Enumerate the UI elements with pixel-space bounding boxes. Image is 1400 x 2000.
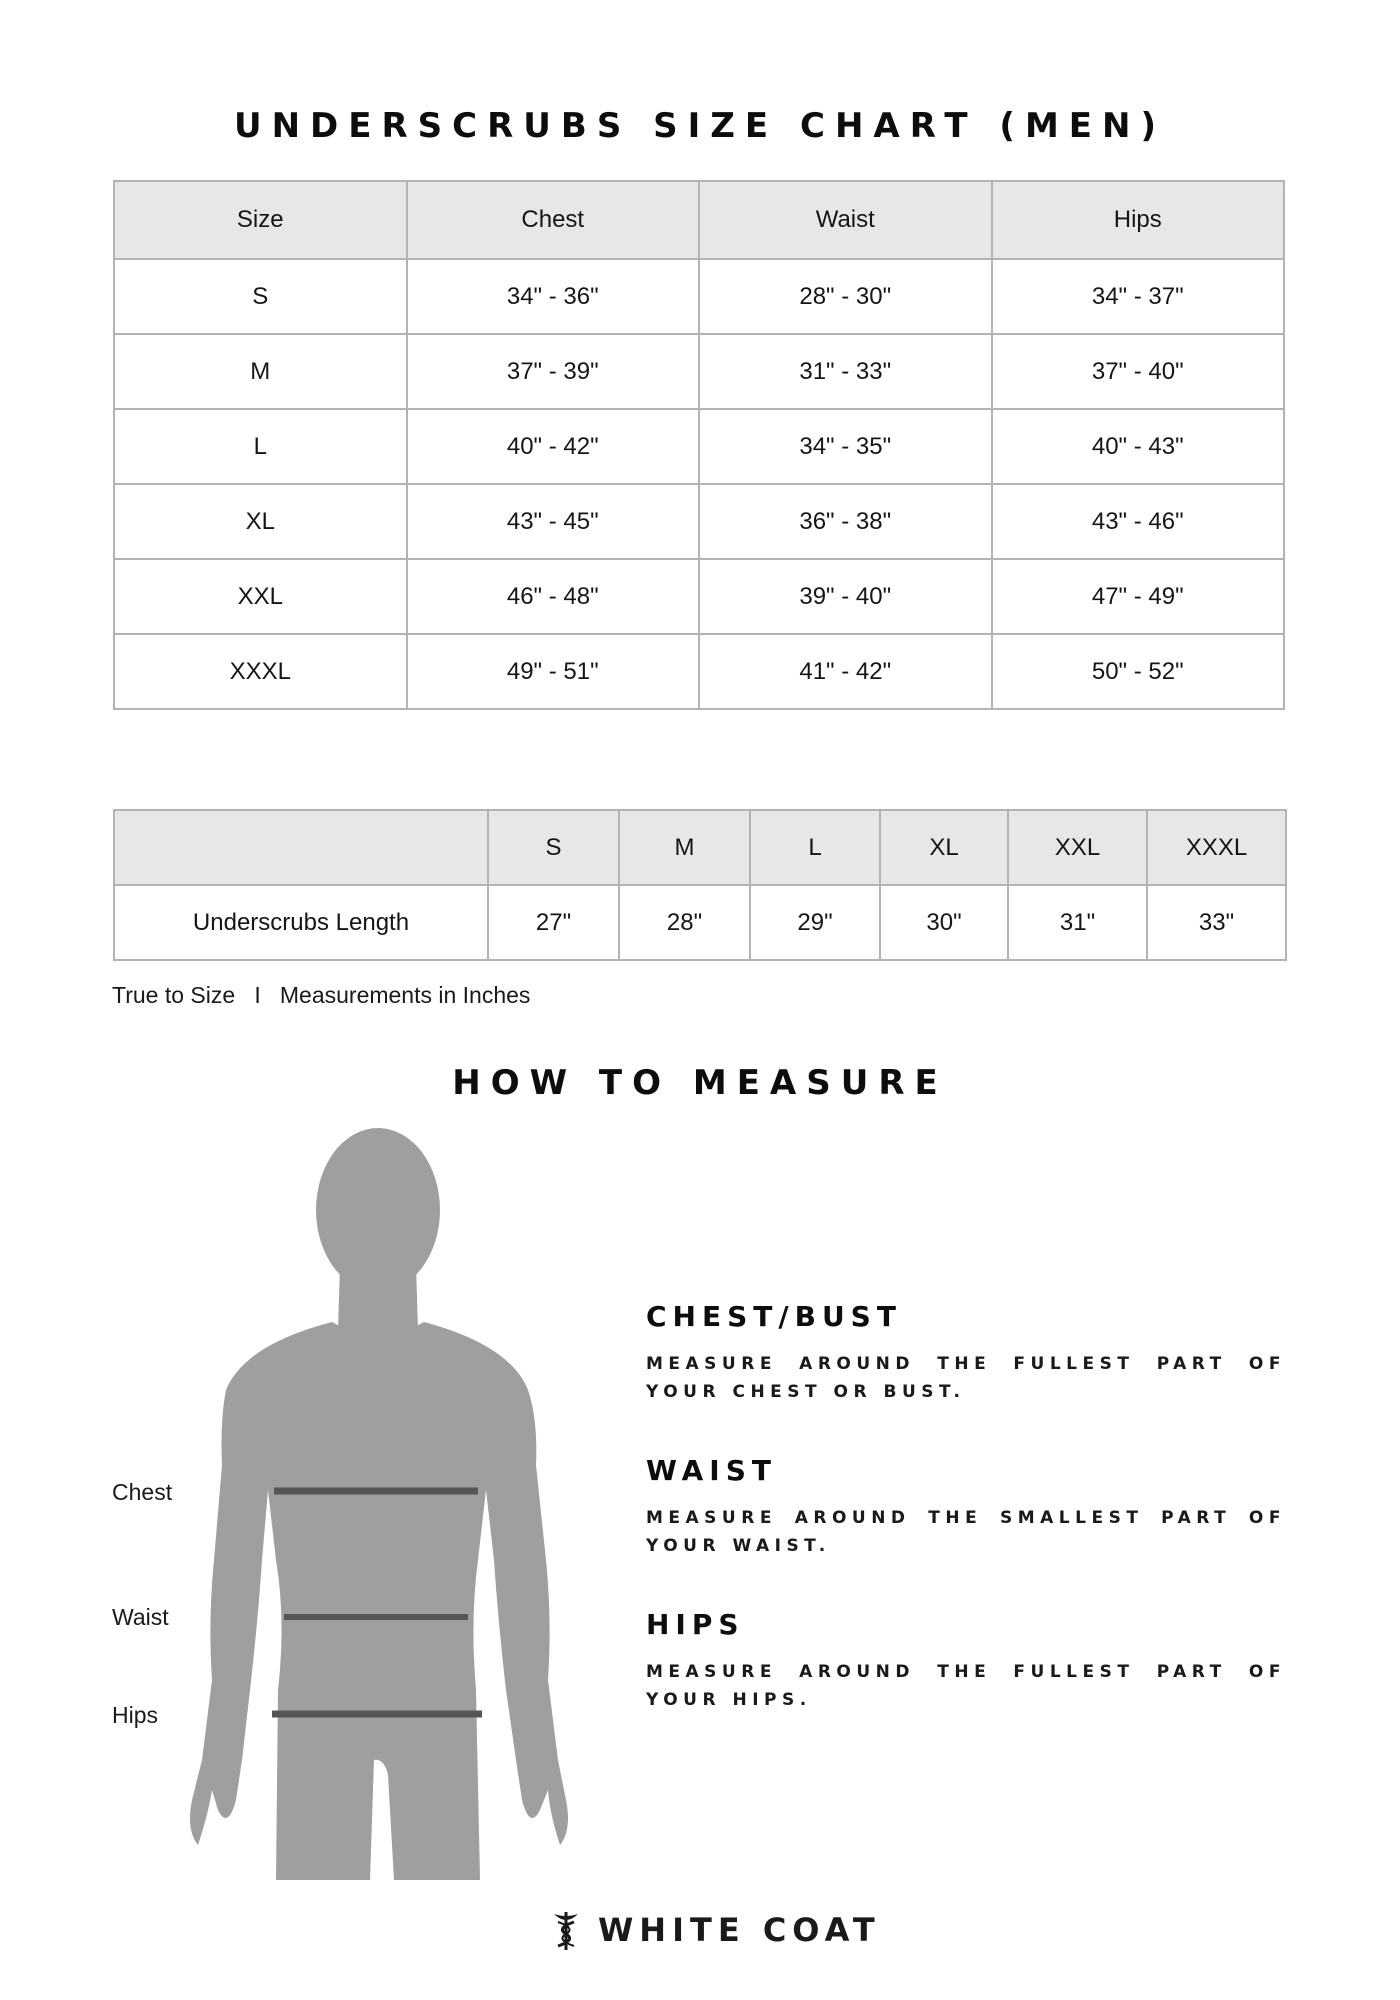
column-header-waist: Waist: [699, 181, 992, 259]
chest-bust-instructions: MEASURE AROUND THE FULLEST PART OF YOUR CHEST OR BUST.: [646, 1354, 1286, 1402]
hips-cell: 34" - 37": [992, 259, 1285, 334]
hips-cell: 40" - 43": [992, 409, 1285, 484]
length-cell: 27": [488, 885, 619, 960]
waist-label: Waist: [112, 1604, 169, 1630]
chest-cell: 43" - 45": [407, 484, 700, 559]
column-header-s: S: [488, 810, 619, 885]
chest-cell: 37" - 39": [407, 334, 700, 409]
column-header-size: Size: [114, 181, 407, 259]
waist-cell: 28" - 30": [699, 259, 992, 334]
chest-cell: 40" - 42": [407, 409, 700, 484]
column-header-xxxl: XXXL: [1147, 810, 1286, 885]
waist-cell: 39" - 40": [699, 559, 992, 634]
waist-instructions: MEASURE AROUND THE SMALLEST PART OF YOUR WAIST.: [646, 1508, 1286, 1556]
size-cell: XL: [114, 484, 407, 559]
hips-label: Hips: [112, 1702, 159, 1728]
size-cell: XXXL: [114, 634, 407, 709]
length-cell: 30": [880, 885, 1008, 960]
size-cell: M: [114, 334, 407, 409]
length-cell: 28": [619, 885, 750, 960]
size-cell: S: [114, 259, 407, 334]
column-header-m: M: [619, 810, 750, 885]
brand-name: WHITE COAT: [598, 1911, 881, 1949]
caduceus-icon: [548, 1908, 584, 1952]
column-header-xl: XL: [880, 810, 1008, 885]
column-header-chest: Chest: [407, 181, 700, 259]
hips-cell: 50" - 52": [992, 634, 1285, 709]
length-cell: 33": [1147, 885, 1286, 960]
chest-cell: 46" - 48": [407, 559, 700, 634]
chest-label: Chest: [112, 1479, 173, 1505]
how-to-measure-title: HOW TO MEASURE: [452, 1063, 948, 1103]
chest-cell: 49" - 51": [407, 634, 700, 709]
hips-heading: HIPS: [646, 1608, 745, 1641]
waist-cell: 41" - 42": [699, 634, 992, 709]
waist-cell: 36" - 38": [699, 484, 992, 559]
silhouette-shape: [190, 1128, 568, 1880]
size-note: True to Size I Measurements in Inches: [112, 982, 531, 1008]
waist-heading: WAIST: [646, 1454, 777, 1487]
length-cell: 29": [750, 885, 880, 960]
column-header-l: L: [750, 810, 880, 885]
size-cell: L: [114, 409, 407, 484]
hips-cell: 47" - 49": [992, 559, 1285, 634]
brand-logo: [548, 1908, 881, 1952]
size-cell: XXL: [114, 559, 407, 634]
waist-cell: 34" - 35": [699, 409, 992, 484]
chest-bust-heading: CHEST/BUST: [646, 1300, 902, 1333]
waist-cell: 31" - 33": [699, 334, 992, 409]
hips-cell: 37" - 40": [992, 334, 1285, 409]
column-header-hips: Hips: [992, 181, 1285, 259]
hips-instructions: MEASURE AROUND THE FULLEST PART OF YOUR HIPS.: [646, 1662, 1286, 1710]
length-cell: 31": [1008, 885, 1147, 960]
hips-cell: 43" - 46": [992, 484, 1285, 559]
chest-cell: 34" - 36": [407, 259, 700, 334]
column-header-xxl: XXL: [1008, 810, 1147, 885]
page-title: UNDERSCRUBS SIZE CHART (MEN): [233, 106, 1166, 146]
row-label: Underscrubs Length: [114, 885, 488, 960]
